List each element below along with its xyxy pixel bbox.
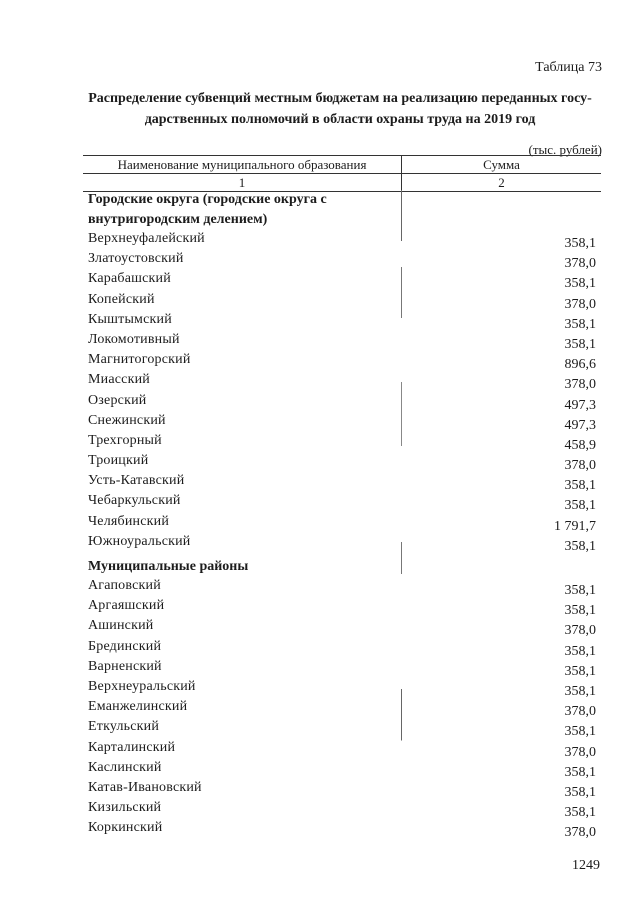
table-row (84, 819, 604, 839)
subvention-amount: 497,3 (564, 417, 596, 433)
table-number: Таблица 73 (535, 60, 602, 75)
municipality-name: Варненский (88, 658, 162, 674)
table-row (84, 311, 604, 331)
municipality-name: Коркинский (88, 820, 163, 836)
table-row (84, 291, 604, 311)
municipality-name: Еманжелинский (88, 699, 188, 715)
table-row (84, 351, 604, 371)
municipality-name: Катав-Ивановский (88, 779, 202, 795)
table-row (84, 452, 604, 472)
table-row (84, 513, 604, 533)
table-row (84, 331, 604, 351)
group-heading: Городские округа (городские округа с внутригородским делением) (88, 192, 327, 227)
municipality-name: Миасский (88, 372, 150, 388)
table-row (84, 678, 604, 698)
subvention-amount: 378,0 (564, 744, 596, 760)
subvention-amount: 1 791,7 (554, 518, 596, 534)
column-header-sum: Сумма (402, 156, 602, 174)
table-row (84, 698, 604, 718)
column-index-name: 1 (83, 174, 402, 192)
municipality-name: Верхнеуфалейский (88, 231, 205, 246)
municipality-name: Аргаяшский (88, 598, 165, 614)
subvention-amount: 358,1 (564, 683, 596, 699)
subvention-amount: 358,1 (564, 498, 596, 514)
table-row (84, 739, 604, 759)
table-row (84, 412, 604, 432)
municipality-name: Копейский (88, 291, 155, 307)
table-row (84, 658, 604, 678)
group-heading: Муниципальные районы (88, 559, 249, 574)
header-index-row (83, 174, 601, 192)
subvention-amount: 358,1 (564, 538, 596, 554)
subvention-amount: 358,1 (564, 805, 596, 821)
municipality-name: Снежинский (88, 412, 166, 428)
table-row (84, 472, 604, 492)
municipality-name: Трехгорный (88, 432, 162, 448)
subvention-amount: 358,1 (564, 583, 596, 598)
subvention-amount: 358,1 (564, 603, 596, 619)
table-row (84, 270, 604, 290)
subvention-amount: 896,6 (564, 357, 596, 373)
table-body (84, 190, 604, 839)
subvention-amount: 358,1 (564, 663, 596, 679)
table-row (84, 533, 604, 553)
municipality-name: Челябинский (88, 513, 170, 529)
column-header-name: Наименование муниципального образования (83, 156, 402, 174)
unit-note: (тыс. рублей) (528, 142, 602, 157)
subvention-amount: 378,0 (564, 825, 596, 841)
table-row (84, 432, 604, 452)
municipality-name: Каслинский (88, 759, 162, 775)
municipality-name: Кыштымский (88, 311, 172, 327)
subvention-amount: 358,1 (564, 336, 596, 352)
subvention-amount: 358,1 (564, 643, 596, 659)
table-row (84, 638, 604, 658)
municipality-name: Агаповский (88, 578, 161, 593)
header-row (83, 156, 601, 174)
municipality-name: Карталинский (88, 739, 176, 755)
column-index-sum: 2 (402, 174, 602, 192)
table-row (84, 392, 604, 412)
table-row (84, 799, 604, 819)
municipality-name: Южноуральский (88, 533, 191, 549)
subvention-amount: 358,1 (564, 276, 596, 292)
municipality-name: Ашинский (88, 618, 154, 634)
subvention-amount: 378,0 (564, 377, 596, 393)
municipality-name: Чебаркульский (88, 493, 181, 509)
subvention-amount: 378,0 (564, 256, 596, 272)
subvention-amount: 378,0 (564, 704, 596, 720)
table-row (84, 759, 604, 779)
table-row (84, 250, 604, 270)
table-row (84, 230, 604, 250)
subvention-amount: 378,0 (564, 458, 596, 474)
municipality-name: Кизильский (88, 800, 162, 816)
municipality-name: Еткульский (88, 719, 160, 735)
municipality-name: Карабашский (88, 271, 171, 287)
table-row (84, 492, 604, 512)
subvention-amount: 358,1 (564, 236, 596, 251)
municipality-name: Магнитогорский (88, 352, 191, 368)
municipality-name: Верхнеуральский (88, 678, 196, 694)
subvention-amount: 497,3 (564, 397, 596, 413)
subvention-amount: 358,1 (564, 478, 596, 494)
document-title: Распределение субвенций местным бюджетам на реализацию переданных госу-дарственных полномочий в области охраны труда на 2019 год (88, 91, 592, 127)
subvention-amount: 378,0 (564, 623, 596, 639)
subvention-amount: 458,9 (564, 437, 596, 453)
table-row (84, 718, 604, 738)
subvention-amount: 358,1 (564, 764, 596, 780)
table-row (84, 617, 604, 637)
subvention-amount: 378,0 (564, 296, 596, 312)
municipality-name: Златоустовский (88, 251, 184, 267)
subvention-amount: 358,1 (564, 784, 596, 800)
table-header (83, 155, 601, 192)
subvention-amount: 358,1 (564, 724, 596, 740)
table-row (84, 597, 604, 617)
municipality-name: Брединский (88, 638, 162, 654)
table-row (84, 577, 604, 597)
municipality-name: Локомотивный (88, 331, 180, 347)
table-row (84, 779, 604, 799)
municipality-name: Троицкий (88, 453, 149, 469)
subvention-amount: 358,1 (564, 316, 596, 332)
municipality-name: Озерский (88, 392, 147, 408)
page-number: 1249 (572, 858, 600, 873)
municipality-name: Усть-Катавский (88, 473, 185, 489)
table-row (84, 371, 604, 391)
